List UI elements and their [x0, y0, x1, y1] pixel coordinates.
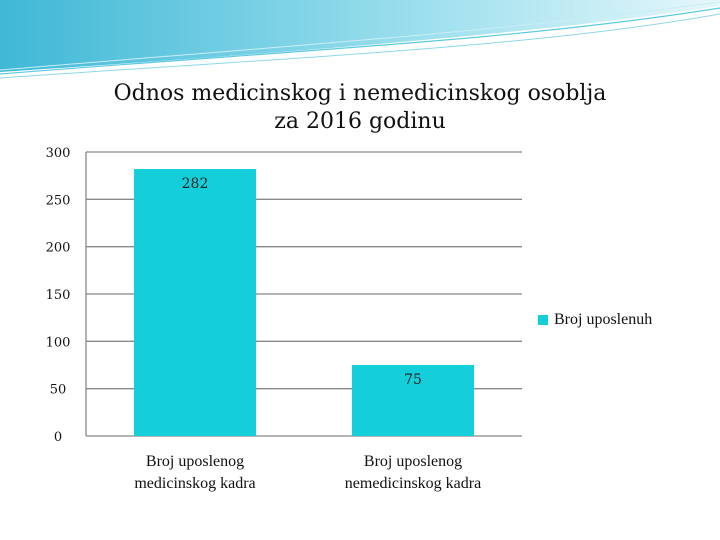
- legend-swatch: [538, 315, 548, 325]
- y-tick-label: 150: [45, 288, 71, 303]
- x-category-label: Broj uposlenog: [363, 453, 463, 470]
- chart-title-line-2: za 2016 godinu: [274, 109, 446, 134]
- y-tick-label: 50: [49, 382, 67, 398]
- data-label: 75: [404, 372, 422, 388]
- x-category-label: medicinskog kadra: [134, 475, 256, 492]
- x-category-label: Broj uposlenog: [145, 453, 245, 470]
- chart-title-line-1: Odnos medicinskog i nemedicinskog osoblja: [113, 81, 607, 106]
- y-tick-label: 300: [45, 146, 71, 161]
- data-label: 282: [181, 176, 209, 193]
- y-tick-label: 100: [45, 335, 71, 351]
- y-tick-label: 200: [45, 240, 71, 256]
- bar-0: [134, 169, 256, 436]
- y-tick-label: 0: [53, 430, 63, 445]
- legend: [538, 311, 652, 329]
- x-category-label: nemedicinskog kadra: [344, 475, 482, 492]
- legend-label: Broj uposlenuh: [554, 311, 653, 328]
- y-tick-label: 250: [45, 193, 71, 209]
